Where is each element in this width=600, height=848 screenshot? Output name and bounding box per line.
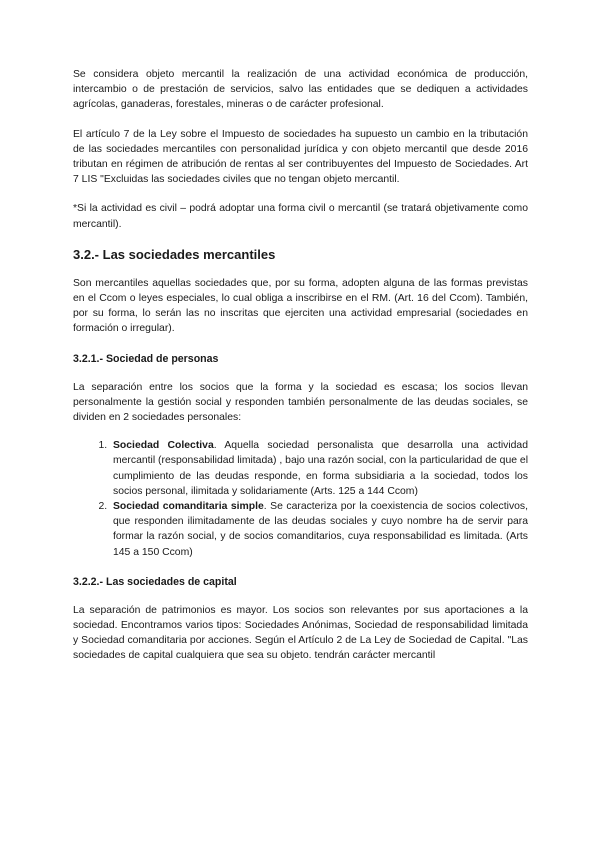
list-item-sociedad-comanditaria [110,499,528,560]
term-sociedad-comanditaria: Sociedad comanditaria simple [113,501,264,513]
heading-sociedades-de-capital: 3.2.2.- Las sociedades de capital [73,575,237,588]
heading-sociedad-de-personas: 3.2.1.- Sociedad de personas [73,352,219,365]
description-sociedad-colectiva: . Aquella sociedad personalista que desarrolla una actividad mercantil (responsabilidad limitada) , bajo una razón social, con la particularidad de que el cumplimiento de las deudas responde, en forma subsidiaria a la sociedad, todos los socios personal, ilimitada y solidariamente (Arts. 125 a 144 Ccom) [113,440,528,497]
sociedades-personales-list [73,438,528,560]
paragraph-objeto-mercantil: Se considera objeto mercantil la realización de una actividad económica de producción, intercambio o de prestación de servicios, salvo las entidades que se dediquen a actividades agrícolas, ganaderas, forestales, mineras o de carácter profesional. [73,69,528,111]
paragraph-actividad-civil: *Si la actividad es civil – podrá adoptar una forma civil o mercantil (se tratará objetivamente como mercantil). [73,203,528,230]
paragraph-sociedad-de-personas: La separación entre los socios que la forma y la sociedad es escasa; los socios llevan personalmente la gestión social y responden también personalmente de las deudas sociales, se dividen en 2 sociedades personales: [73,381,528,424]
paragraph-sociedades-de-capital: La separación de patrimonios es mayor. Los socios son relevantes por sus aportaciones a la sociedad. Encontramos varios tipos: Sociedades Anónimas, Sociedad de responsabilidad limitada y Sociedad comanditaria por acciones. Según el Artículo 2 de La Ley de Sociedad de Capital. "Las sociedades de capital cualquiera que sea su objeto. tendrán carácter mercantil [73,604,528,662]
term-sociedad-colectiva: Sociedad Colectiva [113,440,214,452]
paragraph-articulo-7: El artículo 7 de la Ley sobre el Impuesto de sociedades ha supuesto un cambio en la tributación de las sociedades mercantiles con personalidad jurídica y con objeto mercantil que desde 2016 tributan en régimen de atribución de rentas al ser contribuyentes del Impuesto de Sociedades. Art 7 LIS "Excluidas las sociedades civiles que no tengan objeto mercantil. [73,128,528,186]
document-body [73,67,528,664]
list-item-sociedad-colectiva [110,438,528,499]
paragraph-sociedades-mercantiles: Son mercantiles aquellas sociedades que, por su forma, adopten alguna de las formas previstas en el Ccom o leyes especiales, lo cual obliga a inscribirse en el RM. (Art. 16 del Ccom). También, por su forma, lo serán las no inscritas que ejerciten una actividad empresarial (sociedades en formación o irregular). [73,277,528,335]
description-sociedad-comanditaria: . Se caracteriza por la coexistencia de socios colectivos, que responden ilimitadamente de las deudas sociales y cuyo nombre ha de servir para formar la razón social, y de socios comanditarios, cuya responsabilidad es limitada. (Arts 145 a 150 Ccom) [113,501,529,558]
heading-sociedades-mercantiles: 3.2.- Las sociedades mercantiles [73,246,276,262]
